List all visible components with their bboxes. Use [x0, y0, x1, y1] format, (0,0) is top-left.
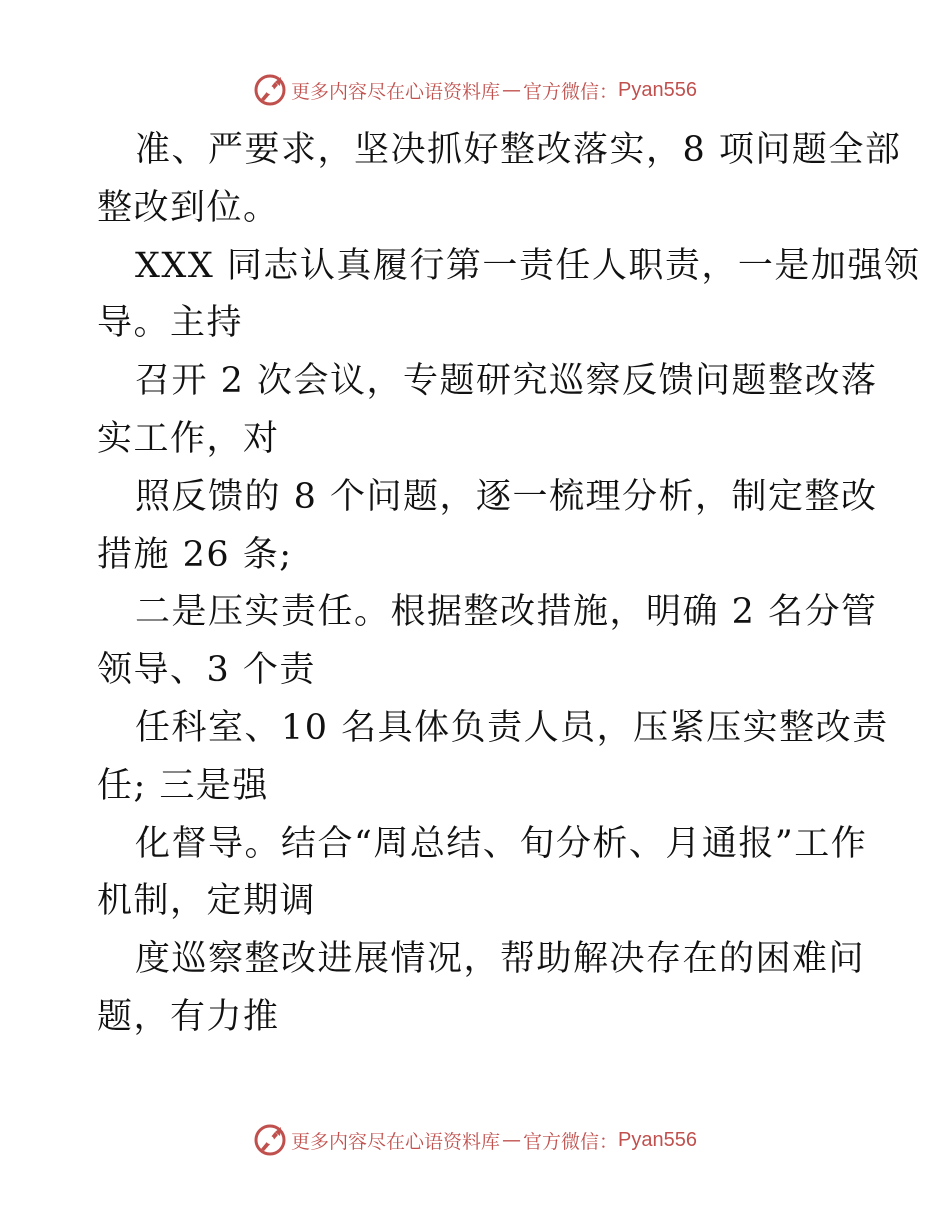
quill-logo-icon	[253, 1123, 287, 1157]
text-line: 实工作，对	[97, 418, 280, 459]
watermark-wechat-label: 官方微信：	[523, 80, 619, 103]
quill-logo-icon	[253, 73, 287, 107]
header-watermark	[0, 70, 950, 110]
watermark-title: 更多内容尽在心语资料库	[291, 80, 501, 103]
text-line: 二是压实责任。根据整改措施，明确 2 名分管	[135, 592, 878, 633]
text-line: 题，有力推	[97, 996, 280, 1037]
footer-watermark	[0, 1120, 950, 1160]
text-line: 化督导。结合“周总结、旬分析、月通报”工作	[135, 823, 868, 864]
watermark-wechat-id: Pyan556	[618, 78, 697, 101]
text-line: 整改到位。	[97, 187, 280, 228]
watermark-dash: —	[502, 1129, 522, 1151]
document-body	[97, 122, 921, 1047]
text-line: 任科室、10 名具体负责人员，压紧压实整改责	[135, 707, 889, 748]
watermark-wechat-id: Pyan556	[618, 1128, 697, 1151]
text-line: 召开 2 次会议，专题研究巡察反馈问题整改落	[135, 361, 878, 402]
text-line: 导。主持	[97, 303, 244, 344]
text-line: 领导、3 个责	[97, 650, 316, 691]
watermark-dash: —	[502, 79, 522, 101]
text-line: 措施 26 条;	[97, 534, 293, 575]
watermark-title: 更多内容尽在心语资料库	[291, 1130, 501, 1153]
watermark-wechat-label: 官方微信：	[523, 1130, 619, 1153]
text-line: XXX 同志认真履行第一责任人职责，一是加强领	[135, 245, 921, 286]
text-line: 照反馈的 8 个问题，逐一梳理分析，制定整改	[135, 476, 878, 517]
text-line: 准、严要求，坚决抓好整改落实，8 项问题全部	[135, 130, 902, 170]
text-line: 度巡察整改进展情况，帮助解决存在的困难问	[135, 939, 866, 980]
text-line: 任; 三是强	[97, 765, 269, 806]
text-line: 机制，定期调	[97, 881, 317, 922]
